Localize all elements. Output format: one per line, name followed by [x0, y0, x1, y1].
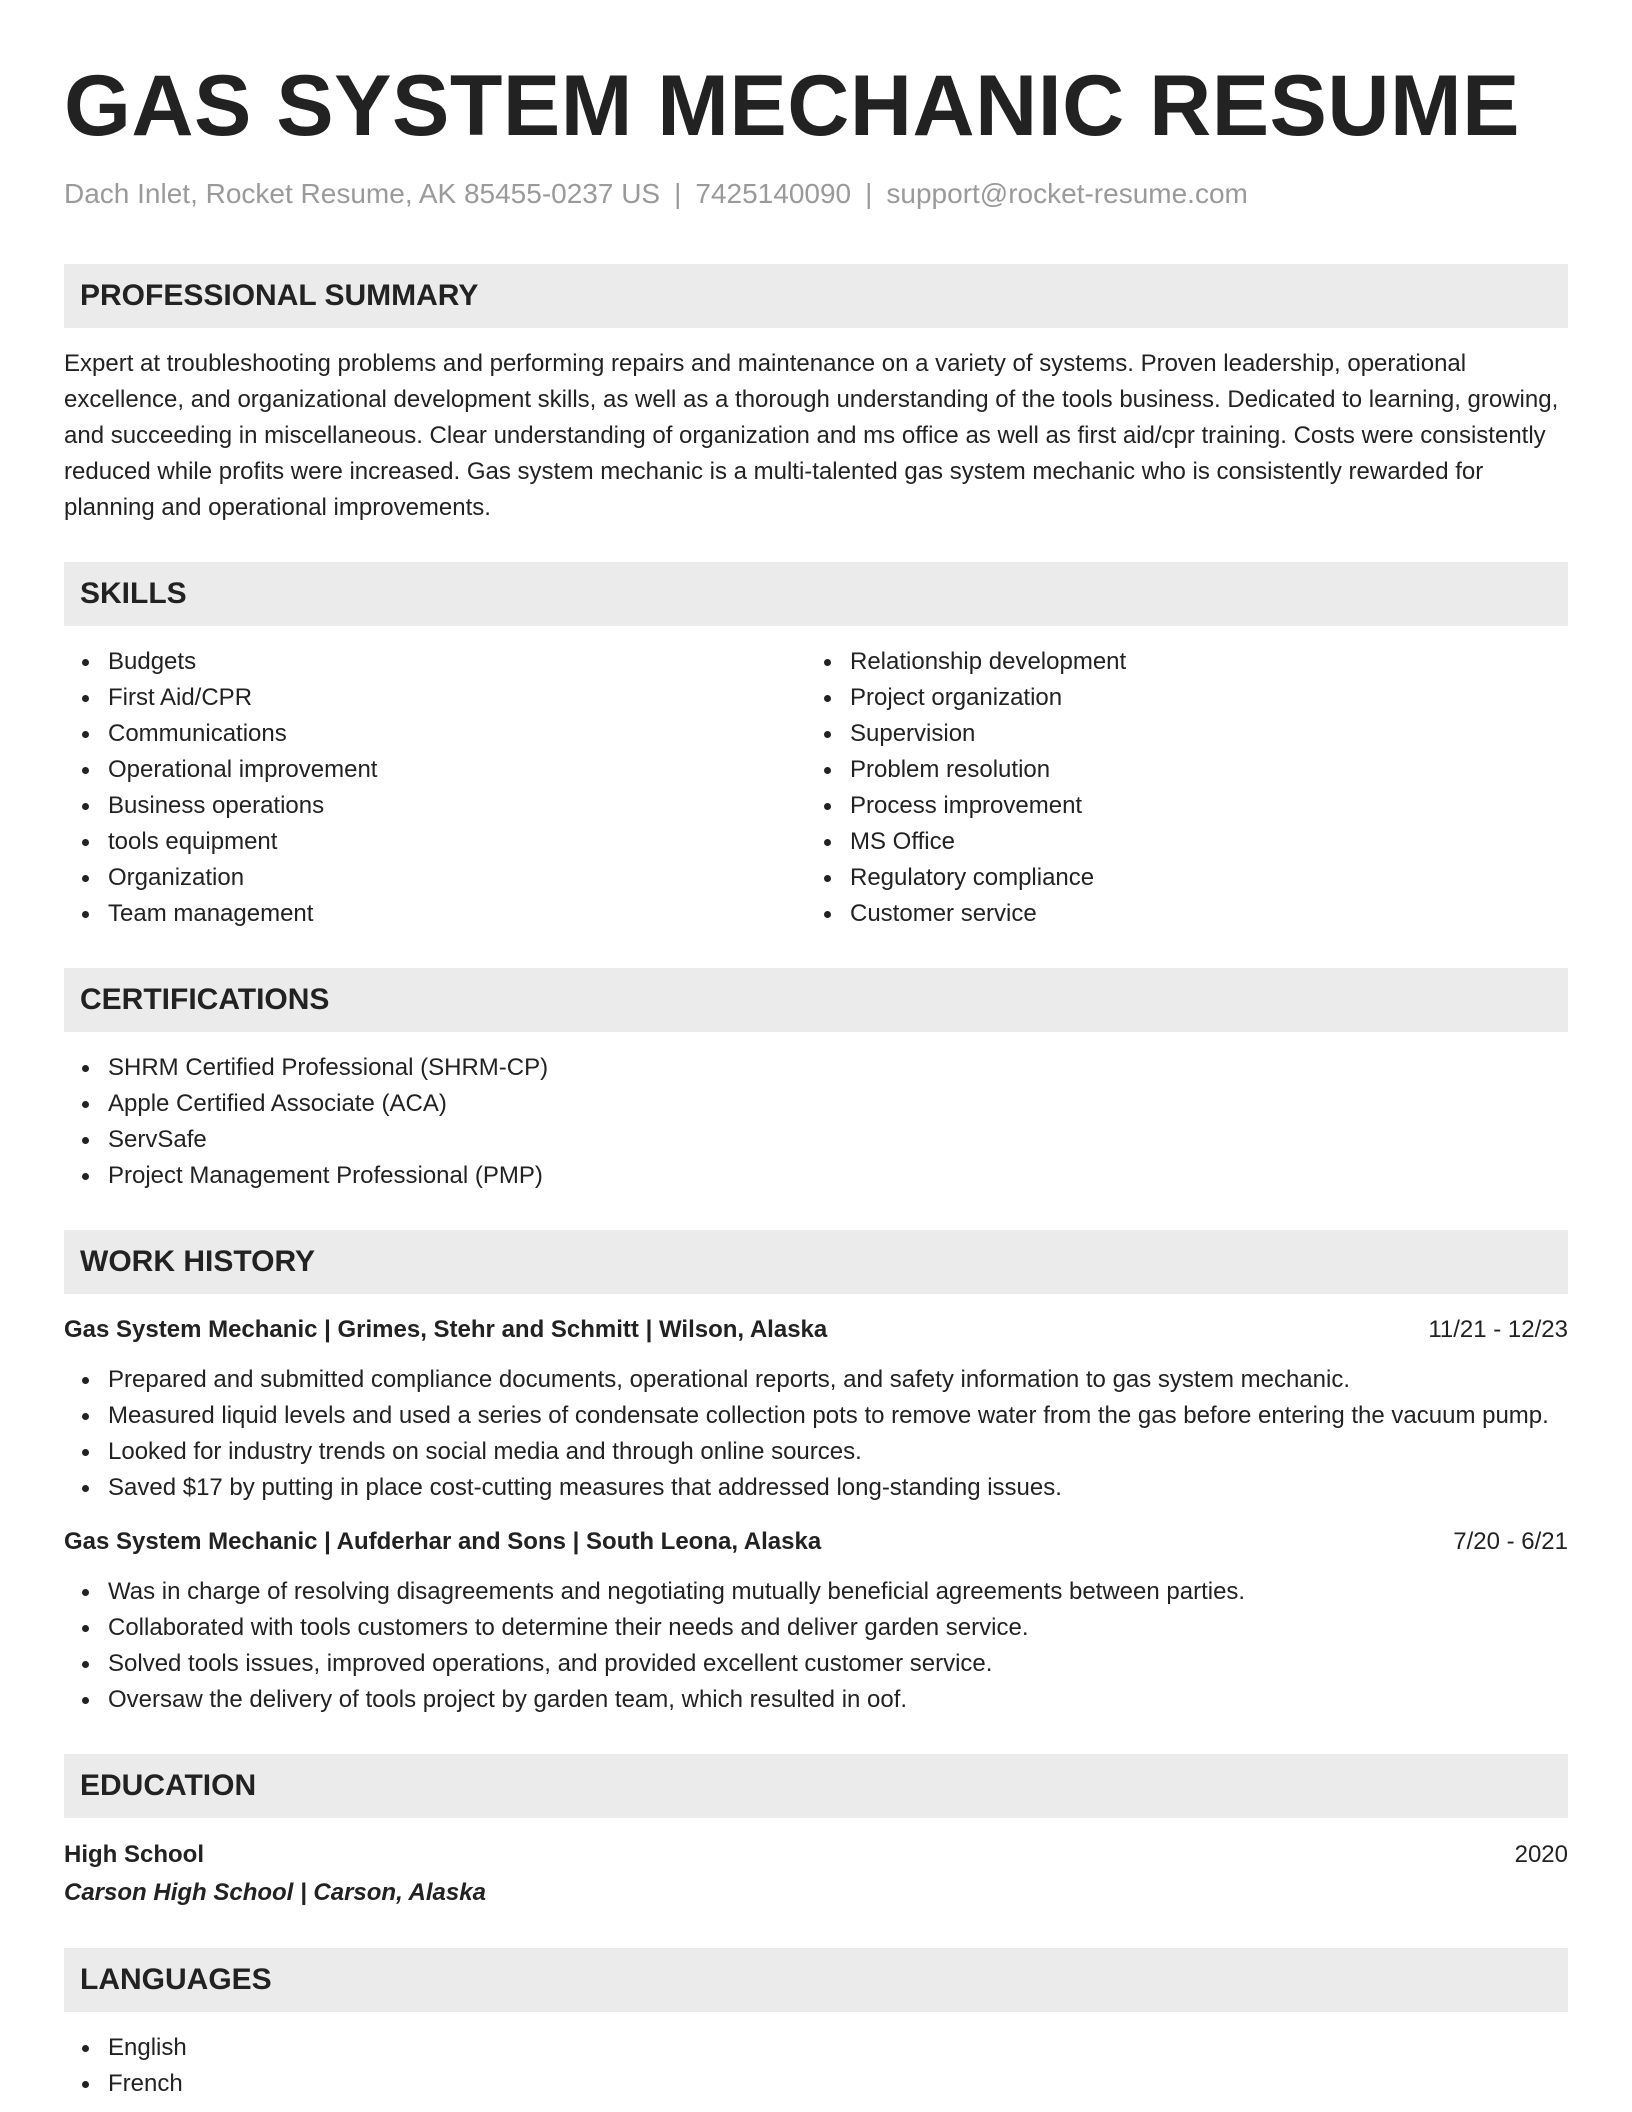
job-bullet: Prepared and submitted compliance documents, operational reports, and safety information to gas system mechanic.: [64, 1362, 1568, 1398]
job-bullet: Solved tools issues, improved operations, and provided excellent customer service.: [64, 1646, 1568, 1682]
skill-item: Process improvement: [806, 788, 1548, 824]
languages-list: [64, 2030, 1568, 2102]
contact-line: [64, 176, 1568, 212]
skill-item: Team management: [64, 896, 806, 932]
education-year: 2020: [1514, 1841, 1568, 1868]
skill-item: Business operations: [64, 788, 806, 824]
skill-item: Relationship development: [806, 644, 1548, 680]
skill-item: Customer service: [806, 896, 1548, 932]
skill-item: Project organization: [806, 680, 1548, 716]
job-bullet: Looked for industry trends on social media and through online sources.: [64, 1434, 1568, 1470]
education-degree: High School: [64, 1841, 204, 1868]
certification-item: ServSafe: [64, 1122, 1568, 1158]
languages-heading: LANGUAGES: [64, 1948, 1568, 2012]
skills-grid: [64, 644, 1568, 932]
skill-item: Communications: [64, 716, 806, 752]
education-header: [64, 1836, 1568, 1874]
job-bullet: Oversaw the delivery of tools project by garden team, which resulted in oof.: [64, 1682, 1568, 1718]
contact-separator: |: [674, 178, 682, 209]
skill-item: MS Office: [806, 824, 1548, 860]
contact-separator: |: [865, 178, 873, 209]
skill-item: Problem resolution: [806, 752, 1548, 788]
skills-heading: SKILLS: [64, 562, 1568, 626]
education-school: Carson High School | Carson, Alaska: [64, 1879, 486, 1906]
skill-item: First Aid/CPR: [64, 680, 806, 716]
resume-title: GAS SYSTEM MECHANIC RESUME: [64, 58, 1521, 154]
job-header: [64, 1524, 1568, 1560]
job-bullet: Was in charge of resolving disagreements and negotiating mutually beneficial agreements between parties.: [64, 1574, 1568, 1610]
skill-item: Supervision: [806, 716, 1548, 752]
language-item: English: [64, 2030, 1568, 2066]
job-dates: 11/21 - 12/23: [1428, 1316, 1568, 1343]
skill-item: tools equipment: [64, 824, 806, 860]
job-dates: 7/20 - 6/21: [1453, 1528, 1568, 1555]
job-header: [64, 1312, 1568, 1348]
skills-list-left: [64, 644, 806, 932]
contact-address: Dach Inlet, Rocket Resume, AK 85455-0237 US: [64, 178, 661, 209]
job-bullet: Collaborated with tools customers to determine their needs and deliver garden service.: [64, 1610, 1568, 1646]
job-bullets: [64, 1574, 1568, 1718]
job-title: Gas System Mechanic | Grimes, Stehr and Schmitt | Wilson, Alaska: [64, 1316, 828, 1343]
certifications-heading: CERTIFICATIONS: [64, 968, 1568, 1032]
job-bullet: Saved $17 by putting in place cost-cutting measures that addressed long-standing issues.: [64, 1470, 1568, 1506]
skill-item: Budgets: [64, 644, 806, 680]
education-heading: EDUCATION: [64, 1754, 1568, 1818]
work-history-heading: WORK HISTORY: [64, 1230, 1568, 1294]
certification-item: SHRM Certified Professional (SHRM-CP): [64, 1050, 1568, 1086]
job-entry: [64, 1312, 1568, 1506]
skill-item: Operational improvement: [64, 752, 806, 788]
skills-list-right: [806, 644, 1548, 932]
job-bullets: [64, 1362, 1568, 1506]
skill-item: Organization: [64, 860, 806, 896]
job-title: Gas System Mechanic | Aufderhar and Sons | South Leona, Alaska: [64, 1528, 822, 1555]
language-item: French: [64, 2066, 1568, 2102]
certification-item: Project Management Professional (PMP): [64, 1158, 1568, 1194]
certifications-list: [64, 1050, 1568, 1194]
job-bullet: Measured liquid levels and used a series of condensate collection pots to remove water from the gas before entering the vacuum pump.: [64, 1398, 1568, 1434]
summary-heading: PROFESSIONAL SUMMARY: [64, 264, 1568, 328]
certification-item: Apple Certified Associate (ACA): [64, 1086, 1568, 1122]
contact-phone: 7425140090: [695, 178, 852, 209]
skill-item: Regulatory compliance: [806, 860, 1548, 896]
job-entry: [64, 1524, 1568, 1718]
summary-text: Expert at troubleshooting problems and performing repairs and maintenance on a variety of systems. Proven leadership, operational excellence, and organizational development skills, as well as a thorough understanding of the tools business. Dedicated to learning, growing, and succeeding in miscellaneous. Clear understanding of organization and ms office as well as first aid/cpr training. Costs were consistently reduced while profits were increased. Gas system mechanic is a multi-talented gas system mechanic who is consistently rewarded for planning and operational improvements.: [64, 350, 1559, 521]
contact-email[interactable]: support@rocket-resume.com: [886, 178, 1248, 209]
